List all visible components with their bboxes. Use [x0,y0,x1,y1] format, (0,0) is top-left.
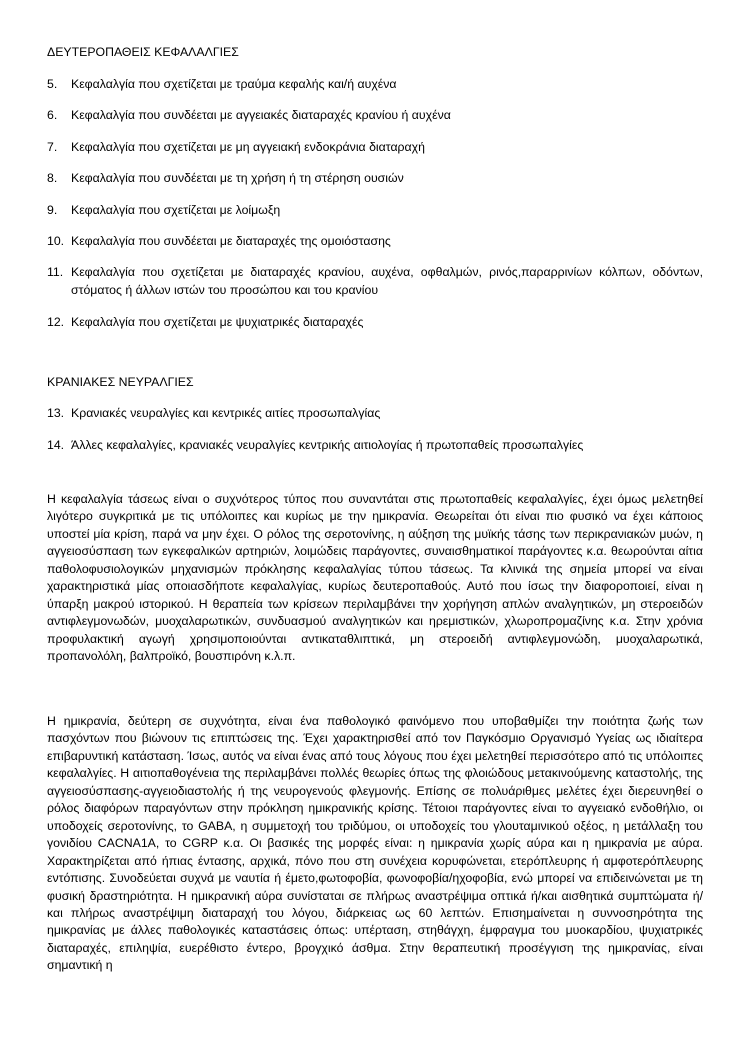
list-item-text: Κεφαλαλγία που σχετίζεται με λοίμωξη [71,203,281,217]
section-heading-secondary-headaches: ΔΕΥΤΕΡΟΠΑΘΕΙΣ ΚΕΦΑΛΑΛΓΙΕΣ [47,45,239,59]
list-item-number: 6. [47,108,58,122]
list-item-text: Κεφαλαλγία που συνδέεται με διαταραχές της ομοιόστασης [71,234,391,248]
list-item [47,405,703,423]
list-item-number: 9. [47,203,58,217]
list-item-text: Άλλες κεφαλαλγίες, κρανιακές νευραλγίες κεντρικής αιτιολογίας ή πρωτοπαθείς προσωπαλγίες [71,438,584,452]
list-item [47,170,703,188]
list-item-number: 10. [47,234,65,248]
body-paragraph-migraine: Η ημικρανία, δεύτερη σε συχνότητα, είναι ένα παθολογικό φαινόμενο που υποβαθμίζει την ποιότητα ζωής των πασχόντων που βιώνουν τις επιπτώσεις της. Έχει χαρακτηρισθεί από τον Παγκόσμιο Οργανισμό Υγείας ως ιδιαίτερα επιβαρυντική κατάσταση. Ίσως, αυτός να είναι ένας από τους λόγους που έχει μελετηθεί περισσότερο από τις υπόλοιπες κεφαλαλγίες. Η αιτιοπαθογένεια της περιλαμβάνει πολλές θεωρίες όπως της φλοιώδους μετακινούμενης καταστολής, της αγγειοσύσπασης-αγγειοδιαστολής ή της νευρογενούς φλεγμονής. Επίσης σε πολυάριθμες μελέτες έχει διερευνηθεί ο ρόλος διαφόρων παραγόντων στην πρόκληση ημικρανικής κρίσης. Τέτοιοι παράγοντες είναι το αγγειακό ενδοθήλιο, οι υποδοχείς σεροτονίνης, το GABA, η συμμετοχή του τριδύμου, οι υποδοχείς του γλουταμινικού οξέος, η μετάλλαξη του γονιδίου CACNA1A, το CGRP κ.α. Οι βασικές της μορφές είναι: η ημικρανία χωρίς αύρα και η ημικρανία με αύρα. Χαρακτηρίζεται από ήπιας έντασης, αρχικά, πόνο που στη συνέχεια κορυφώνεται, ετερόπλευρης ή αμφοτερόπλευρης εντόπισης. Συνοδεύεται συχνά με ναυτία ή έμετο,φωτοφοβία, φωνοφοβία/ηχοφοβία, ενώ μπορεί να επιδεινώνεται με τη φυσική δραστηριότητα. Η ημικρανική αύρα συνίσταται σε πλήρως αναστρέψιμα οπτικά ή/και αισθητικά συμπτώματα ή/και πλήρως αναστρέψιμη διαταραχή του λόγου, διάρκειας ως 60 λεπτών. Επισημαίνεται η συννοσηρότητα της ημικρανίας με άλλες παθολογικές καταστάσεις όπως: υπέρταση, στηθάγχη, έμφραγμα του μυοκαρδίου, ψυχιατρικές διαταραχές, επιληψία, ευερέθιστο έντερο, βρογχικό άσθμα. Στην θεραπευτική προσέγγιση της ημικρανίας, είναι σημαντική η [47,714,703,973]
list-item [47,139,703,157]
list-item-number: 7. [47,140,58,154]
list-item [47,437,703,455]
list-item-number: 14. [47,438,65,452]
body-paragraph-tension-headache: Η κεφαλαλγία τάσεως είναι ο συχνότερος τύπος που συναντάται στις πρωτοπαθείς κεφαλαλγίες, έχει όμως μελετηθεί λιγότερο συγκριτικά με τις υπόλοιπες και κυρίως με την ημικρανία. Θεωρείται ότι είναι πιο φυσικό να έχει κάποιος υποστεί μία κρίση, παρά να μην έχει. Ο ρόλος της σεροτονίνης, η αύξηση της μυϊκής τάσης των περικρανιακών μυών, η αγγειοσύσπαση των εγκεφαλικών αρτηριών, λοιμώδεις παράγοντες, συναισθηματικοί παράγοντες κ.α. θεωρούνται αίτια παθολοφυσιολογικών μηχανισμών πρόκλησης κεφαλαλγίας τύπου τάσεως. Τα κλινικά της σημεία μπορεί να είναι χαρακτηριστικά μίας οποιασδήποτε κεφαλαλγίας, κυρίως δευτεροπαθούς. Αυτό που ίσως την διαφοροποιεί, είναι η ύπαρξη μακρού ιστορικού. Η θεραπεία των κρίσεων περιλαμβάνει την χορήγηση απλών αναλγητικών, μη στεροειδών αντιφλεγμονωδών, μυοχαλαρωτικών, συνδυασμού αναλγητικών και ηρεμιστικών, χλωροπρομαζίνης κ.α. Στην χρόνια προφυλακτική αγωγή χρησιμοποιούνται αντικαταθλιπτικά, μη στεροειδή αντιφλεγμονώδη, μυοχαλαρωτικά, προπανολόλη, βαλπροϊκό, βουσπιρόνη κ.λ.π. [47,492,703,664]
list-item-text: Κεφαλαλγία που σχετίζεται με ψυχιατρικές διαταραχές [71,315,364,329]
list-item-number: 12. [47,315,65,329]
list-item-text: Κεφαλαλγία που σχετίζεται με διαταραχές κρανίου, αυχένα, οφθαλμών, ρινός,παραρρινίων κόλπων, οδόντων, στόματος ή άλλων ιστών του προσώπου και του κρανίου [71,265,703,297]
list-item-number: 5. [47,77,58,91]
list-item-text: Κεφαλαλγία που συνδέεται με τη χρήση ή τη στέρηση ουσιών [71,171,404,185]
list-item [47,314,703,332]
list-item [47,202,703,220]
list-item [47,233,703,251]
list-item-text: Κεφαλαλγία που σχετίζεται με τραύμα κεφαλής και/ή αυχένα [71,77,397,91]
list-item-number: 13. [47,406,65,420]
list-item-number: 8. [47,171,58,185]
list-item-number: 11. [47,265,64,279]
list-item-text: Κεφαλαλγία που συνδέεται με αγγειακές διαταραχές κρανίου ή αυχένα [71,108,451,122]
list-item [47,264,703,299]
list-item-text: Κρανιακές νευραλγίες και κεντρικές αιτίες προσωπαλγίας [71,406,381,420]
list-item [47,76,703,94]
list-item-text: Κεφαλαλγία που σχετίζεται με μη αγγειακή ενδοκράνια διαταραχή [71,140,425,154]
section-heading-cranial-neuralgias: ΚΡΑΝΙΑΚΕΣ ΝΕΥΡΑΛΓΙΕΣ [47,375,194,389]
list-item [47,107,703,125]
